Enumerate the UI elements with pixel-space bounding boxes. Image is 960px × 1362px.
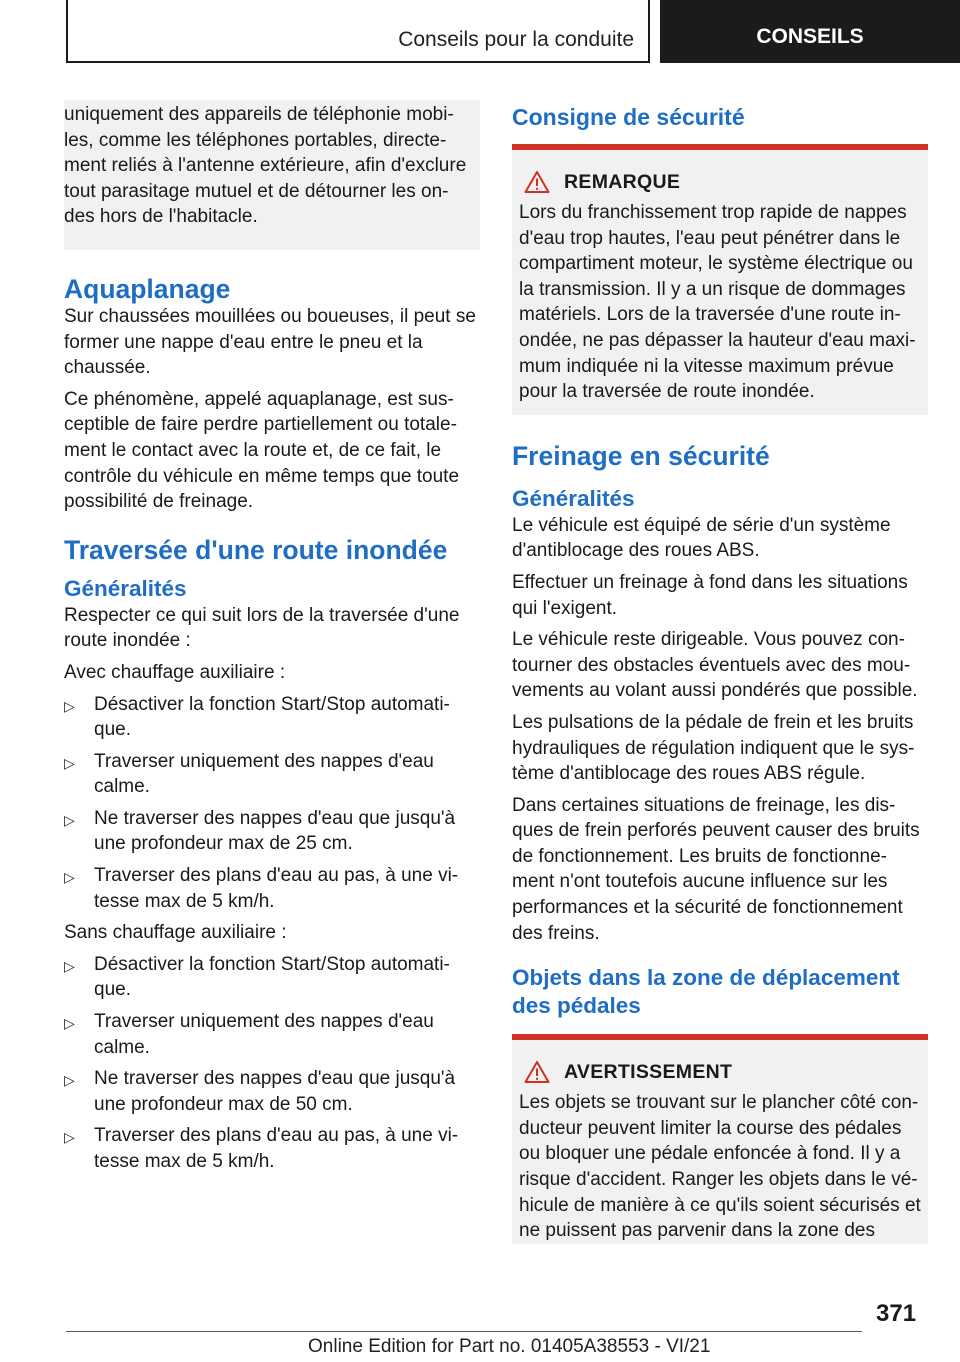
triangle-bullet-icon: ▷	[64, 869, 75, 886]
remarque-text: Lors du franchissement trop rapide de nappes d'eau trop hautes, l'eau peut pénétrer dans le compartiment moteur, le système électrique ou la transmission. Il y a un risque de dommages matériels. Lors de la traversée d'une route in-ondée, ne pas dépasser la hauteur d'eau maxi-mum indiquée ni la vitesse maximum prévue pour la traversée de route inondée.	[519, 202, 916, 403]
triangle-bullet-icon: ▷	[64, 811, 75, 828]
triangle-bullet-icon: ▷	[64, 1072, 75, 1089]
warning-triangle-icon	[524, 170, 550, 194]
objets-heading: Objets dans la zone de déplacement des pédales	[512, 965, 900, 1019]
aquaplanage-paragraph-2: Ce phénomène, appelé aquaplanage, est sus-ceptible de faire perdre partiellement ou totale-ment le contact avec la route et, de ce fait, le contrôle du véhicule en même temps que toute possibilité de freinage.	[64, 388, 460, 513]
freinage-heading: Freinage en sécurité	[512, 440, 770, 471]
list-item: ▷ Traverser uniquement des nappes d'eau calme.	[64, 1009, 480, 1060]
page-number: 371	[876, 1300, 917, 1327]
list-item: ▷ Ne traverser des nappes d'eau que jusqu'à une profondeur max de 25 cm.	[64, 806, 480, 857]
list-item: ▷ Ne traverser des nappes d'eau que jusqu'à une profondeur max de 50 cm.	[64, 1066, 480, 1117]
freinage-paragraph-5: Dans certaines situations de freinage, les dis-ques de frein perforés peuvent causer des bruits de fonctionnement. Les bruits de fonctionne-ment n'ont toutefois aucune influence sur les performances et la sécurité de fonctionnement des freins.	[512, 794, 920, 944]
triangle-bullet-icon: ▷	[64, 1129, 75, 1146]
traversee-heading: Traversée d'une route inondée	[64, 534, 448, 565]
freinage-paragraph-4: Les pulsations de la pédale de frein et les bruits hydrauliques de régulation indiquent que le sys-tème d'antiblocage des roues ABS régule.	[512, 711, 915, 785]
list-item: ▷ Traverser des plans d'eau au pas, à une vi-tesse max de 5 km/h.	[64, 863, 480, 914]
freinage-paragraph-2: Effectuer un freinage à fond dans les situations qui l'exigent.	[512, 571, 908, 619]
consigne-heading: Consigne de sécurité	[512, 104, 745, 130]
warning-triangle-icon	[524, 1060, 550, 1084]
freinage-paragraph-1: Le véhicule est équipé de série d'un système d'antiblocage des roues ABS.	[512, 514, 891, 562]
footer-divider	[66, 1331, 862, 1332]
left-column	[64, 100, 480, 1181]
avertissement-text: Les objets se trouvant sur le plancher côté con-ducteur peuvent limiter la course des pédales ou bloquer une pédale enfoncée à fond. Il y a risque d'accident. Ranger les objets dans le vé-hicule de manière à ce qu'ils soient sécurisés et ne puissent pas parvenir dans la zone des	[519, 1092, 921, 1242]
without-aux-label: Sans chauffage auxiliaire :	[64, 922, 287, 944]
triangle-bullet-icon: ▷	[64, 1015, 75, 1032]
aquaplanage-paragraph-1: Sur chaussées mouillées ou boueuses, il peut se former une nappe d'eau entre le pneu et la chaussée.	[64, 305, 476, 379]
header-section-title: Conseils pour la conduite	[398, 28, 634, 51]
header-chapter-tab[interactable]	[660, 0, 960, 63]
with-aux-label: Avec chauffage auxiliaire :	[64, 661, 286, 683]
triangle-bullet-icon: ▷	[64, 957, 75, 974]
footer-edition: Online Edition for Part no. 01405A38553 - VI/21	[308, 1336, 711, 1357]
intro-box	[64, 100, 480, 250]
avertissement-notice	[512, 1034, 928, 1244]
intro-box-text: uniquement des appareils de téléphonie mobi-les, comme les téléphones portables, directe-ment reliés à l'antenne extérieure, afin d'exclure tout parasitage mutuel et de détourner les on-des hors de l'habitacle.	[64, 104, 467, 228]
remarque-notice	[512, 144, 928, 415]
triangle-bullet-icon: ▷	[64, 754, 75, 771]
traversee-paragraph: Respecter ce qui suit lors de la traversée d'une route inondée :	[64, 604, 460, 652]
freinage-subheading: Généralités	[512, 485, 635, 511]
aquaplanage-heading: Aquaplanage	[64, 273, 231, 304]
list-item: ▷ Traverser des plans d'eau au pas, à une vi-tesse max de 5 km/h.	[64, 1123, 480, 1174]
list-item: ▷ Désactiver la fonction Start/Stop automati-que.	[64, 952, 480, 1003]
list-item: ▷ Traverser uniquement des nappes d'eau calme.	[64, 749, 480, 800]
header-chapter-label: CONSEILS	[756, 24, 864, 48]
traversee-subheading: Généralités	[64, 575, 187, 601]
triangle-bullet-icon: ▷	[64, 697, 75, 714]
freinage-paragraph-3: Le véhicule reste dirigeable. Vous pouvez con-tourner des obstacles éventuels avec des mou-vements au volant aussi pondérés que possible.	[512, 629, 918, 702]
right-column	[512, 100, 928, 1244]
avertissement-label: AVERTISSEMENT	[564, 1060, 733, 1083]
list-item: ▷ Désactiver la fonction Start/Stop automati-que.	[64, 692, 480, 743]
remarque-label: REMARQUE	[564, 170, 681, 193]
